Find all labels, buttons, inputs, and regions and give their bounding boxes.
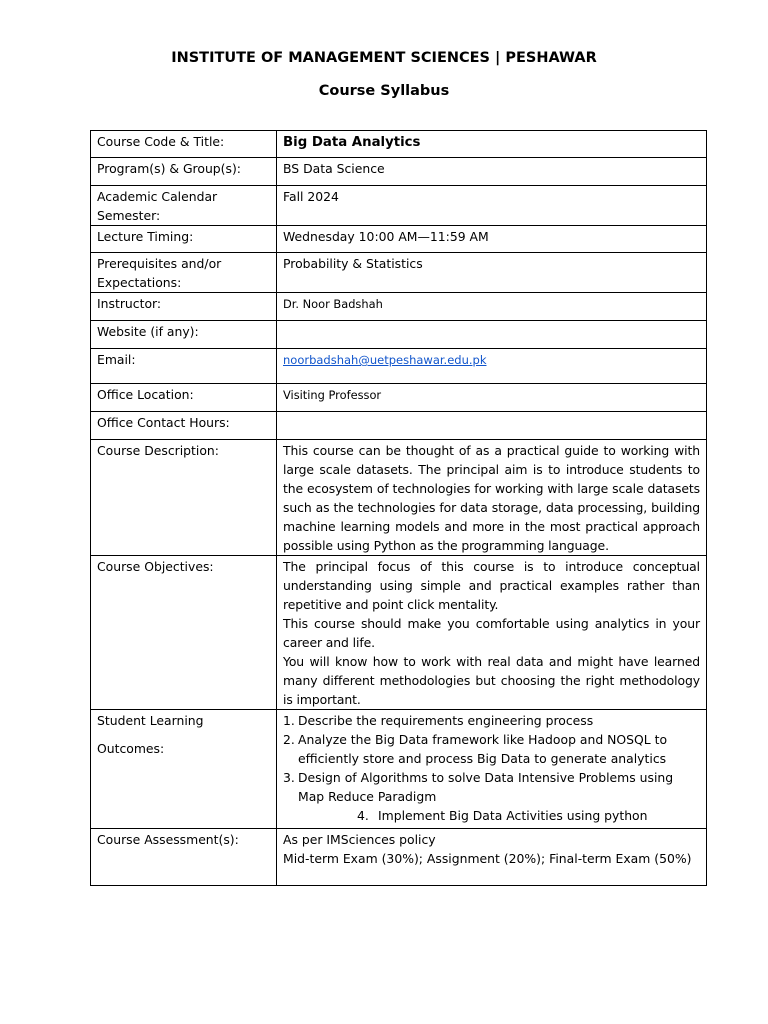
calendar-label-line-1: Academic Calendar: [97, 189, 218, 204]
row-office-hours: [91, 412, 707, 440]
calendar-label-line-2: Semester:: [97, 208, 161, 223]
row-course: [91, 131, 707, 158]
course-label: Course Code & Title:: [91, 131, 277, 158]
prereq-label: [91, 253, 277, 293]
row-description: [91, 440, 707, 556]
calendar-label: [91, 186, 277, 226]
outcome-text: Describe the requirements engineering process: [298, 713, 594, 728]
prereq-label-line-2: Expectations:: [97, 275, 182, 290]
row-office-location: [91, 384, 707, 412]
list-item: [283, 730, 700, 768]
timing-label: Lecture Timing:: [91, 226, 277, 253]
office-label: Office Location:: [91, 384, 277, 412]
outcome-text: Design of Algorithms to solve Data Intensive Problems using Map Reduce Paradigm: [298, 770, 674, 804]
assessment-label: Course Assessment(s):: [91, 829, 277, 886]
outcomes-label-line-2: Outcomes:: [97, 741, 165, 756]
list-item: [283, 711, 700, 730]
timing-value: Wednesday 10:00 AM—11:59 AM: [277, 226, 707, 253]
description-value: This course can be thought of as a practical guide to working with large scale datasets. The principal aim is to introduce students to the ecosystem of technologies for working with large scale datasets such as the technologies for data storage, data processing, building machine learning models and more in the most practical approach possible using Python as the programming language.: [277, 440, 707, 556]
objectives-paragraph-3: You will know how to work with real data and might have learned many different methodologies but choosing the right methodology is important.: [283, 654, 700, 707]
calendar-value: Fall 2024: [277, 186, 707, 226]
list-item: [283, 806, 700, 825]
row-outcomes: [91, 710, 707, 829]
institute-title: INSTITUTE OF MANAGEMENT SCIENCES | PESHAWAR: [171, 50, 597, 66]
row-calendar: [91, 186, 707, 226]
course-value: [277, 131, 707, 158]
outcome-number: 2.: [283, 732, 295, 747]
row-assessment: [91, 829, 707, 886]
program-label: Program(s) & Group(s):: [91, 158, 277, 186]
row-website: [91, 321, 707, 349]
website-value: [277, 321, 707, 349]
office-text: Visiting Professor: [283, 388, 382, 402]
outcome-text: Implement Big Data Activities using python: [378, 808, 648, 823]
objectives-paragraph-2: This course should make you comfortable using analytics in your career and life.: [283, 616, 700, 650]
prereq-label-line-1: Prerequisites and/or: [97, 256, 222, 271]
outcomes-label: [91, 710, 277, 829]
row-timing: [91, 226, 707, 253]
email-link[interactable]: noorbadshah@uetpeshawar.edu.pk: [283, 353, 487, 367]
outcome-number: 4.: [357, 808, 369, 823]
row-objectives: [91, 556, 707, 710]
instructor-value: [277, 293, 707, 321]
syllabus-table: [90, 130, 707, 886]
objectives-value: [277, 556, 707, 710]
outcomes-value: [277, 710, 707, 829]
row-instructor: [91, 293, 707, 321]
row-prerequisites: [91, 253, 707, 293]
objectives-paragraph-1: The principal focus of this course is to introduce conceptual understanding using simple and practical examples rather than repetitive and point click mentality.: [283, 559, 700, 612]
instructor-name: Dr. Noor Badshah: [283, 297, 383, 311]
objectives-label: Course Objectives:: [91, 556, 277, 710]
list-item: [283, 768, 700, 806]
hours-value: [277, 412, 707, 440]
course-title: Big Data Analytics: [283, 135, 421, 150]
outcomes-label-line-1: Student Learning: [97, 713, 204, 728]
outcome-number: 3.: [283, 770, 295, 785]
outcome-number: 1.: [283, 713, 295, 728]
website-label: Website (if any):: [91, 321, 277, 349]
program-value: BS Data Science: [277, 158, 707, 186]
hours-label: Office Contact Hours:: [91, 412, 277, 440]
assessment-value: [277, 829, 707, 886]
assessment-line-2: Mid-term Exam (30%); Assignment (20%); Final-term Exam (50%): [283, 851, 692, 866]
prereq-value: Probability & Statistics: [277, 253, 707, 293]
row-email: [91, 349, 707, 384]
description-label: Course Description:: [91, 440, 277, 556]
instructor-label: Instructor:: [91, 293, 277, 321]
office-value: [277, 384, 707, 412]
outcomes-list: [283, 711, 700, 825]
outcome-text: Analyze the Big Data framework like Hadoop and NOSQL to efficiently store and process Big Data to generate analytics: [298, 732, 668, 766]
document-title: Course Syllabus: [318, 83, 450, 99]
email-value: [277, 349, 707, 384]
row-program: [91, 158, 707, 186]
email-label: Email:: [91, 349, 277, 384]
assessment-line-1: As per IMSciences policy: [283, 832, 436, 847]
